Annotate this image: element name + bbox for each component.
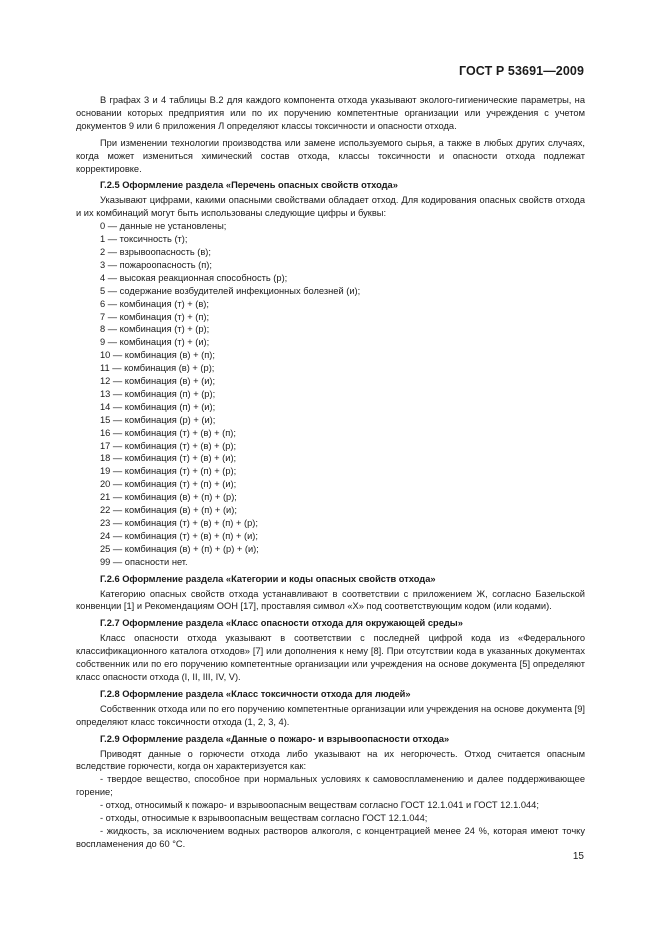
list-item: 2 — взрывоопасность (в);: [100, 246, 211, 257]
list-item: 25 — комбинация (в) + (п) + (р) + (и);: [100, 543, 259, 554]
document-body: [76, 94, 585, 851]
page-number: 15: [572, 851, 584, 862]
list-item: 23 — комбинация (т) + (в) + (п) + (р);: [100, 518, 258, 528]
section-heading: Г.2.5 Оформление раздела «Перечень опасных свойств отхода»: [100, 180, 398, 191]
list-item: 9 — комбинация (т) + (и);: [100, 337, 210, 348]
list-item: 18 — комбинация (т) + (в) + (и);: [100, 453, 237, 464]
hazard-code-list: [76, 220, 585, 568]
paragraph: - жидкость, за исключением водных растворов алкоголя, с концентрацией менее 24 %, которая имеют точку воспламенения до 60 °С.: [76, 825, 585, 849]
list-item: 99 — опасности нет.: [100, 556, 188, 567]
list-item: 19 — комбинация (т) + (п) + (р);: [100, 466, 237, 477]
section-heading: Г.2.9 Оформление раздела «Данные о пожаро- и взрывоопасности отхода»: [100, 733, 450, 744]
list-item: 11 — комбинация (в) + (р);: [100, 363, 215, 374]
list-item: 24 — комбинация (т) + (в) + (п) + (и);: [100, 530, 258, 541]
paragraph: - твердое вещество, способное при нормальных условиях к самовоспламенению и далее поддерживающее горение;: [76, 774, 585, 798]
paragraph: В графах 3 и 4 таблицы В.2 для каждого компонента отхода указывают эколого-гигиенические параметры, на основании которых предприятия или по их поручению компетентные организации или учреждения с учетом документов 9 или 6 приложения Л определяют классы токсичности и опасности отхода.: [76, 95, 585, 131]
list-item: 21 — комбинация (в) + (п) + (р);: [100, 492, 237, 503]
paragraph: Класс опасности отхода указывают в соответствии с последней цифрой кода из «Федерального классификационного каталога отходов» [7] или дополнения к нему [8]. При отсутствии кода в указанных документах собственник или по его поручению компетентные организации или учреждения на основе документа [5] определяют класс опасности отхода (I, II, III, IV, V).: [76, 633, 585, 682]
paragraph: При изменении технологии производства или замене используемого сырья, а также в любых других случаях, когда может измениться химический состав отхода, классы токсичности и опасности отхода подлежат корректировке.: [76, 137, 585, 174]
list-item: 13 — комбинация (п) + (р);: [100, 388, 216, 399]
list-item: 22 — комбинация (в) + (п) + (и);: [100, 505, 237, 516]
list-item: 20 — комбинация (т) + (п) + (и);: [100, 479, 237, 490]
list-item: 8 — комбинация (т) + (р);: [100, 324, 210, 335]
list-item: 16 — комбинация (т) + (в) + (п);: [100, 427, 236, 438]
list-item: 1 — токсичность (т);: [100, 234, 188, 245]
paragraph: Собственник отхода или по его поручению компетентные организации или учреждения на основе документа [9] определяют класс токсичности отхода (1, 2, 3, 4).: [76, 703, 585, 727]
list-item: 15 — комбинация (р) + (и);: [100, 414, 216, 425]
list-item: 17 — комбинация (т) + (в) + (р);: [100, 440, 237, 451]
list-item: 6 — комбинация (т) + (в);: [100, 298, 209, 309]
section-heading: Г.2.6 Оформление раздела «Категории и коды опасных свойств отхода»: [100, 573, 436, 584]
list-item: 14 — комбинация (п) + (и);: [100, 401, 216, 412]
page-header: ГОСТ Р 53691—2009: [458, 64, 584, 78]
section-heading: Г.2.7 Оформление раздела «Класс опасности отхода для окружающей среды»: [100, 618, 463, 629]
list-item: 12 — комбинация (в) + (и);: [100, 376, 216, 387]
section-heading: Г.2.8 Оформление раздела «Класс токсичности отхода для людей»: [100, 688, 411, 699]
paragraph: Указывают цифрами, какими опасными свойствами обладает отход. Для кодирования опасных свойств отхода и их комбинаций могут быть использованы следующие цифры и буквы:: [76, 195, 585, 219]
paragraph: Приводят данные о горючести отхода либо указывают на их негорючесть. Отход считается опасным вследствие горючести, когда он характеризуется как:: [76, 748, 585, 772]
paragraph: - отходы, относимые к взрывоопасным веществам согласно ГОСТ 12.1.044;: [100, 813, 428, 824]
list-item: 7 — комбинация (т) + (п);: [100, 311, 210, 322]
list-item: 0 — данные не установлены;: [100, 221, 227, 232]
list-item: 5 — содержание возбудителей инфекционных болезней (и);: [100, 285, 361, 296]
list-item: 10 — комбинация (в) + (п);: [100, 350, 215, 361]
list-item: 3 — пожароопасность (п);: [100, 259, 212, 270]
paragraph: - отход, относимый к пожаро- и взрывоопасным веществам согласно ГОСТ 12.1.041 и ГОСТ 12.1.044;: [100, 800, 539, 811]
list-item: 4 — высокая реакционная способность (р);: [100, 272, 288, 283]
paragraph: Категорию опасных свойств отхода устанавливают в соответствии с приложением Ж, согласно Базельской конвенции [1] и Рекомендациям ООН [17], проставляя символ «Х» под соответствующим кодом (или кодами).: [76, 588, 585, 612]
